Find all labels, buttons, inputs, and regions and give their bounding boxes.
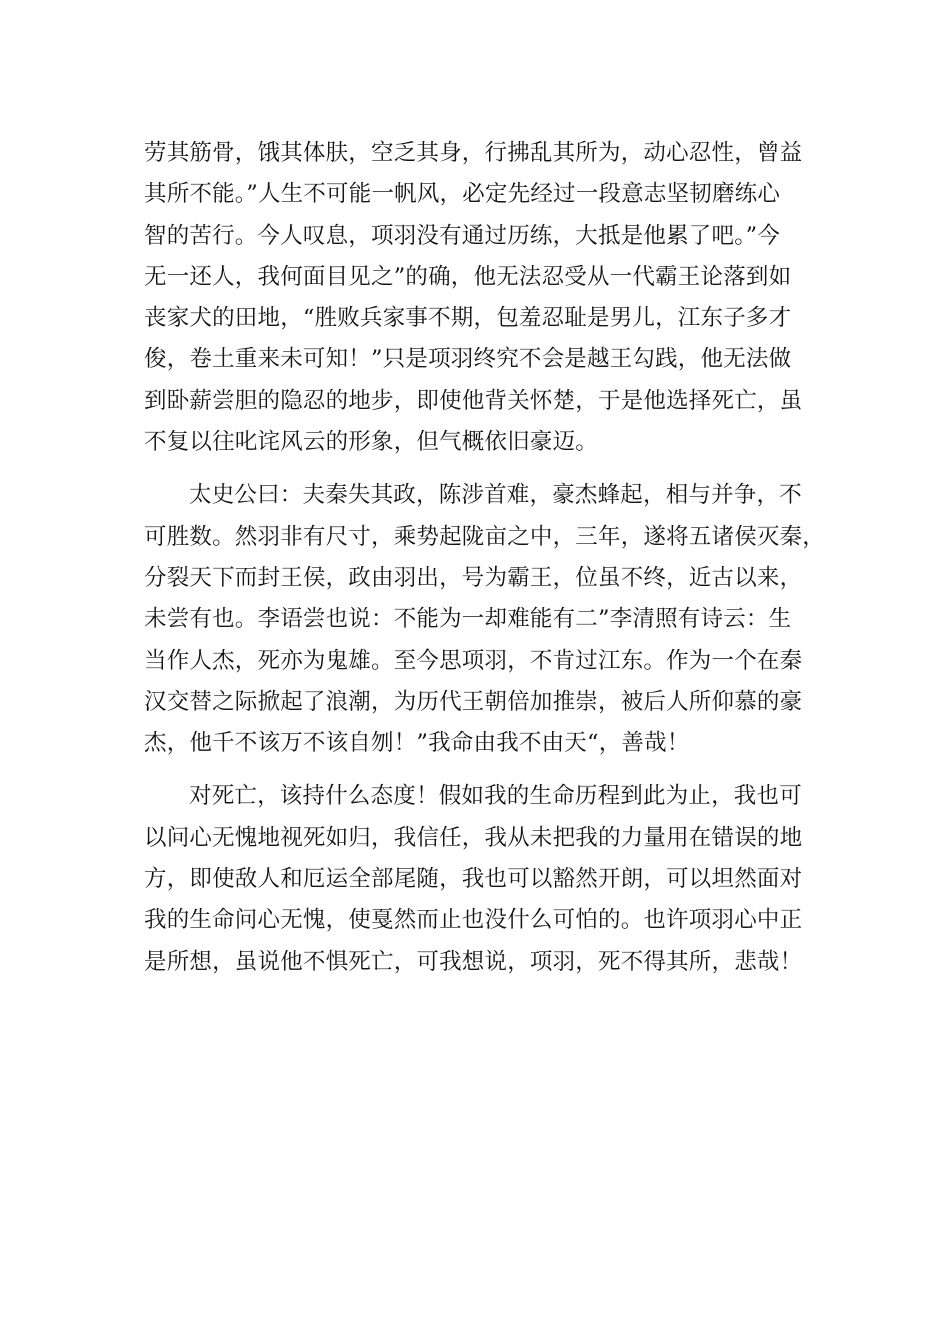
text-line: 杰，他千不该万不该自刎！”我命由我不由天“，善哉！ bbox=[144, 730, 690, 757]
text-line: 俊，卷土重来未可知！”只是项羽终究不会是越王勾践，他无法做 bbox=[144, 346, 792, 373]
text-line: 智的苦行。今人叹息，项羽没有通过历练，大抵是他累了吧。”今 bbox=[144, 222, 781, 249]
text-line: 方，即使敌人和厄运全部尾随，我也可以豁然开朗，可以坦然面对 bbox=[144, 866, 803, 893]
text-line: 我的生命问心无愧，使戛然而止也没什么可怕的。也许项羽心中正 bbox=[144, 907, 803, 934]
body-text bbox=[144, 133, 824, 995]
paragraph-1 bbox=[144, 133, 824, 463]
text-line: 可胜数。然羽非有尺寸，乘势起陇亩之中，三年，遂将五诸侯灭秦， bbox=[144, 523, 826, 550]
text-line: 当作人杰，死亦为鬼雄。至今思项羽，不肯过江东。作为一个在秦 bbox=[144, 647, 803, 674]
text-line: 汉交替之际掀起了浪潮，为历代王朝倍加推崇，被后人所仰慕的豪 bbox=[144, 688, 803, 715]
text-line: 到卧薪尝胆的隐忍的地步，即使他背关怀楚，于是他选择死亡，虽 bbox=[144, 387, 803, 414]
text-line: 以问心无愧地视死如归，我信任，我从未把我的力量用在错误的地 bbox=[144, 824, 803, 851]
paragraph-2 bbox=[144, 475, 824, 764]
text-line: 分裂天下而封王侯，政由羽出，号为霸王，位虽不终，近古以来， bbox=[144, 564, 803, 591]
text-line: 其所不能。”人生不可能一帆风，必定先经过一段意志坚韧磨练心 bbox=[144, 181, 781, 208]
text-line: 是所想，虽说他不惧死亡，可我想说，项羽，死不得其所，悲哉！ bbox=[144, 948, 803, 975]
text-line: 无一还人，我何面目见之”的确，他无法忍受从一代霸王论落到如 bbox=[144, 263, 792, 290]
paragraph-3 bbox=[144, 776, 824, 982]
text-line: 丧家犬的田地，“胜败兵家事不期，包羞忍耻是男儿，江东子多才 bbox=[144, 305, 792, 332]
text-line: 对死亡，该持什么态度！假如我的生命历程到此为止，我也可 bbox=[189, 783, 802, 810]
text-line: 太史公曰：夫秦失其政，陈涉首难，豪杰蜂起，相与并争，不 bbox=[189, 482, 802, 509]
text-line: 未尝有也。李语尝也说：不能为一却难能有二”李清照有诗云：生 bbox=[144, 606, 792, 633]
text-line: 劳其筋骨，饿其体肤，空乏其身，行拂乱其所为，动心忍性，曾益 bbox=[144, 140, 803, 166]
text-line: 不复以往叱诧风云的形象，但气概依旧豪迈。 bbox=[144, 429, 599, 456]
